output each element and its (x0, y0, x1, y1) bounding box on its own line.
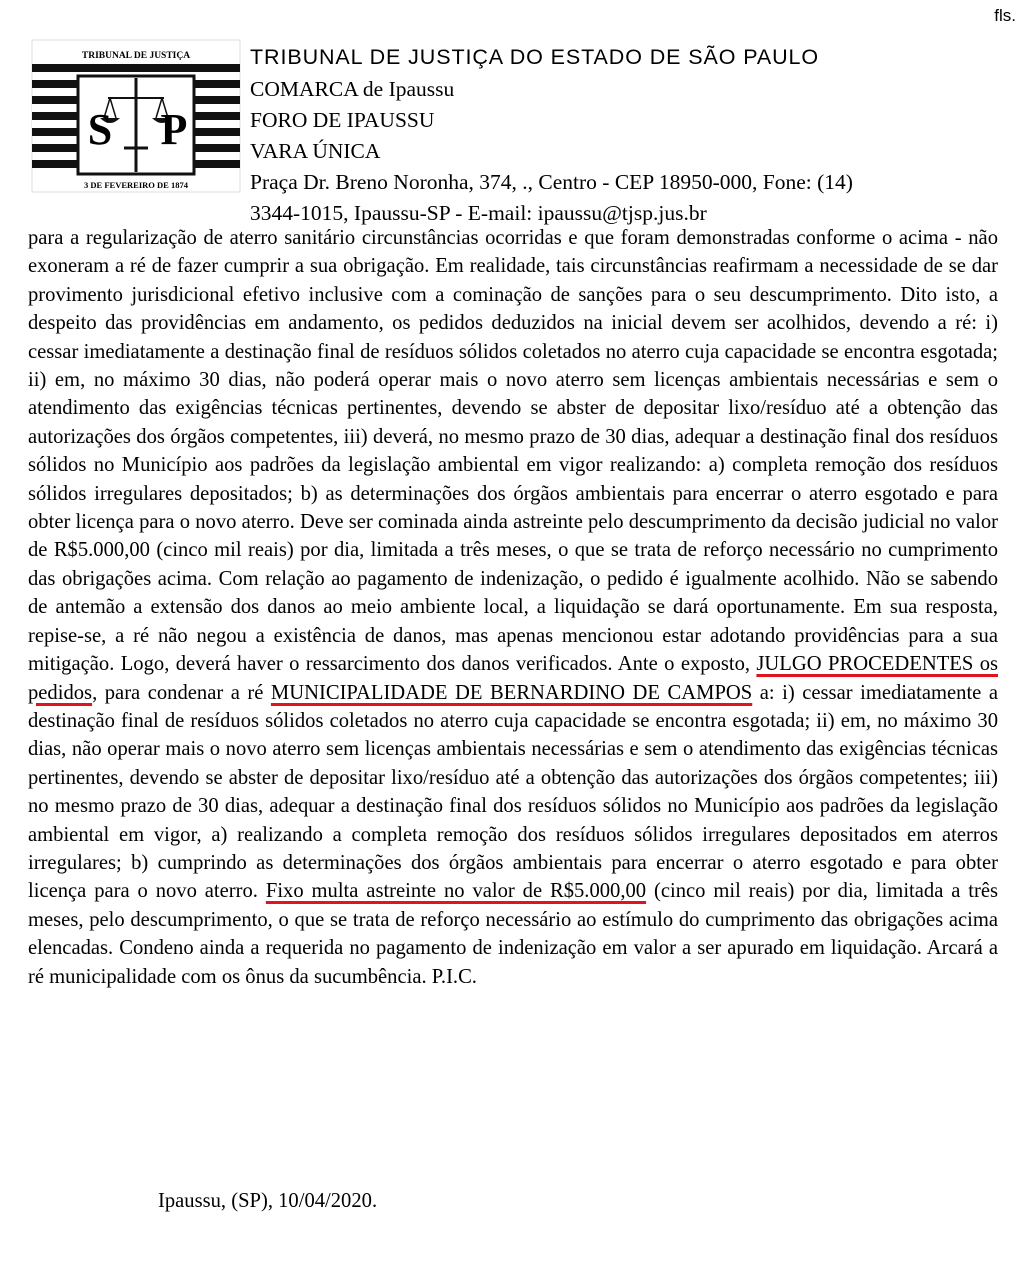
vara: VARA ÚNICA (250, 139, 381, 163)
highlight-judgment: JULGO PROCEDENTES os pedidos (28, 653, 999, 704)
address-line-2: 3344-1015, Ipaussu-SP - E-mail: ipaussu@tjsp.jus.br (250, 201, 707, 225)
page-folio-label: fls. (994, 6, 1016, 25)
highlight-defendant: MUNICIPALIDADE DE BERNARDINO DE CAMPOS (270, 681, 753, 704)
body-text-part-3: a: i) cessar imediatamente a destinação final de resíduos sólidos coletados no aterro cuja capacidade se encontra esgotada; ii) em, no máximo 30 dias, não operar mais o novo aterro sem licenças ambientais necessárias e sem o atendimento das exigências técnicas pertinentes, devendo se abster de depositar lixo/resíduo até a obtenção das autorizações dos órgãos competentes; iii) no mesmo prazo de 30 dias, adequar a destinação final dos resíduos sólidos no Município aos padrões da legislação ambiental em vigor, a) realizando a completa remoção dos resíduos sólidos irregulares depositados em aterros irregulares; b) cumprindo as determinações dos órgãos ambientais para encerrar o aterro esgotado e para obter licença para o novo aterro. (28, 681, 998, 903)
foro: FORO DE IPAUSSU (250, 108, 435, 132)
tjsp-logo (28, 36, 244, 196)
body-text-part-4: (cinco mil reais) por dia, limitada a três meses, pelo descumprimento, o que se trata de reforço necessário ao estímulo do cumprimento das obrigações acima elencadas. Condeno ainda a requerida no pagamento de indenização em valor a ser apurado em liquidação. Arcará a ré municipalidade com os ônus da sucumbência. P.I.C. (28, 880, 998, 988)
sentence-body (28, 224, 998, 991)
address-line-1: Praça Dr. Breno Noronha, 374, ., Centro - CEP 18950-000, Fone: (14) (250, 170, 853, 194)
comarca: COMARCA de Ipaussu (250, 77, 455, 101)
highlight-fine: Fixo multa astreinte no valor de R$5.000,00 (265, 880, 647, 903)
logo-letter-s: S (87, 105, 113, 154)
logo-top-text: TRIBUNAL DE JUSTIÇA (81, 51, 191, 61)
body-text-part-1: para a regularização de aterro sanitário circunstâncias ocorridas e que foram demonstradas conforme o acima - não exoneram a ré de fazer cumprir a sua obrigação. Em realidade, tais circunstâncias reafirmam a necessidade de se dar provimento jurisdicional efetivo inclusive com a cominação de sanções para o seu descumprimento. Dito isto, a despeito das providências em andamento, os pedidos deduzidos na inicial devem ser acolhidos, devendo a ré: i) cessar imediatamente a destinação final de resíduos sólidos coletados no aterro cuja capacidade se encontra esgotada; ii) em, no máximo 30 dias, não poderá operar mais o novo aterro sem licenças ambientais necessárias e sem o atendimento das exigências técnicas pertinentes, devendo se abster de depositar lixo/resíduo até a obtenção das autorizações dos órgãos competentes, iii) deverá, no mesmo prazo de 30 dias, adequar a destinação final dos resíduos sólidos no Município aos padrões da legislação ambiental em vigor realizando: a) completa remoção dos resíduos sólidos irregulares depositados; b) as determinações dos órgãos ambientais para encerrar o aterro esgotado e para obter licença para o novo aterro. Deve ser cominada ainda astreinte pelo descumprimento da decisão judicial no valor de R$5.000,00 (cinco mil reais) por dia, limitada a três meses, o que se trata de reforço necessário no cumprimento das obrigações acima. Com relação ao pagamento de indenização, o pedido é igualmente acolhido. Não se sabendo de antemão a extensão dos danos ao meio ambiente local, a liquidação se dará oportunamente. Em sua resposta, repise-se, a ré não negou a existência de danos, mas apenas mencionou estar adotando providências para a sua mitigação. Logo, deverá haver o ressarcimento dos danos verificados. Ante o exposto, (28, 227, 998, 676)
court-name: TRIBUNAL DE JUSTIÇA DO ESTADO DE SÃO PAULO (250, 45, 820, 69)
letterhead (250, 42, 853, 229)
logo-date-text: 3 DE FEVEREIRO DE 1874 (84, 180, 188, 190)
place-date: Ipaussu, (SP), 10/04/2020. (158, 1190, 378, 1212)
body-text-part-2: , para condenar a ré (92, 681, 271, 704)
logo-letter-p: P (160, 105, 188, 154)
